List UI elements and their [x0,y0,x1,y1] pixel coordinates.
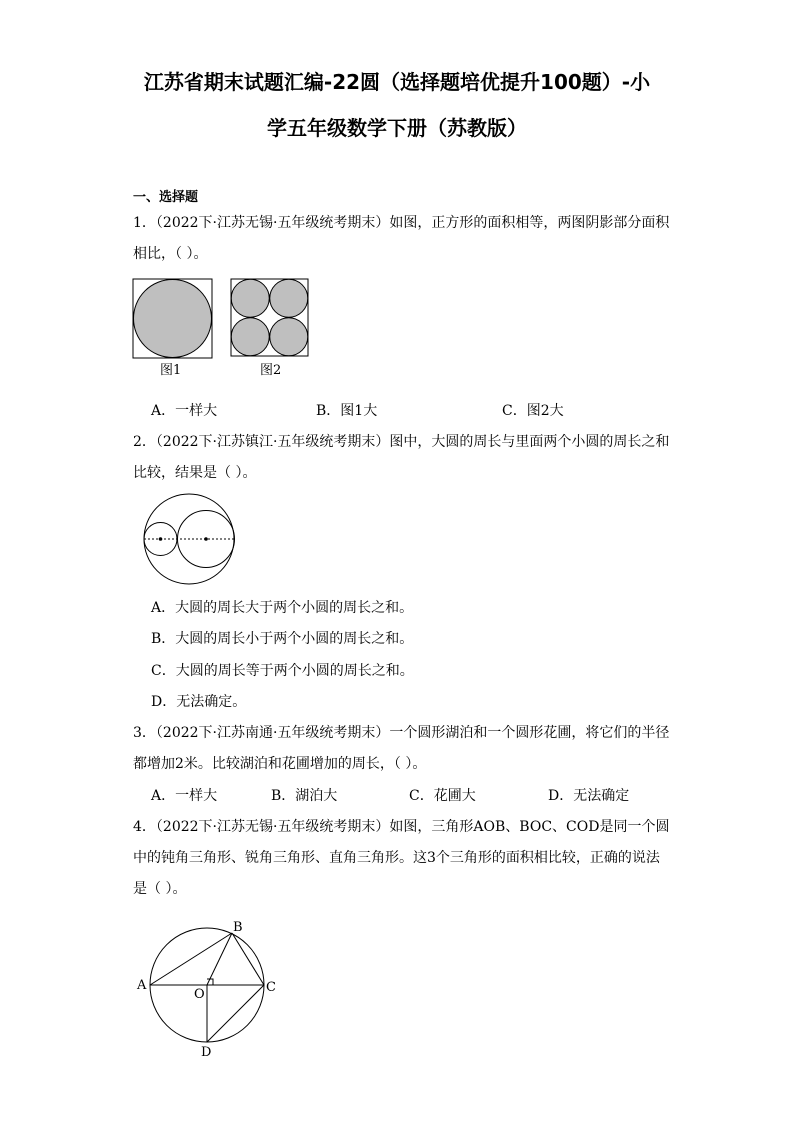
figure-2-circle-bl [231,318,269,356]
question-3-option-d: D．无法确定 [548,788,630,804]
label-d: D [201,1045,212,1060]
figure-2-circle-tl [231,279,269,317]
question-4-text-cont-2: 是（ ）。 [133,881,187,897]
center-right [204,537,208,541]
question-2-option-b: B．大圆的周长小于两个小圆的周长之和。 [151,631,414,647]
question-3-text: 3．（2022下·江苏南通·五年级统考期末）一个圆形湖泊和一个圆形花圃，将它们的半径 [133,725,670,741]
question-2-text-cont: 比较，结果是（ ）。 [133,465,257,481]
question-4-figure [132,916,282,1061]
question-3-option-a: A．一样大 [151,788,218,804]
question-2-option-a: A．大圆的周长大于两个小圆的周长之和。 [151,600,414,616]
question-1-figure [130,277,320,377]
question-4-text: 4．（2022下·江苏无锡·五年级统考期末）如图，三角形AOB、BOC、COD是同一个圆 [133,819,670,835]
center-left [159,537,163,541]
figure-1-caption: 图1 [160,363,182,378]
question-3-text-cont: 都增加2米。比较湖泊和花圃增加的周长，（ ）。 [133,756,427,772]
question-2-option-c: C．大圆的周长等于两个小圆的周长之和。 [151,663,414,679]
label-c: C [266,980,276,995]
question-1-text: 1．（2022下·江苏无锡·五年级统考期末）如图，正方形的面积相等，两图阴影部分面积 [133,215,670,231]
figure-2-circle-br [270,318,308,356]
question-2-option-d: D．无法确定。 [151,694,247,710]
figure-2-circle-tr [270,279,308,317]
figure-2-caption: 图2 [260,363,282,378]
segment-cd [207,985,264,1042]
question-3-option-b: B．湖泊大 [271,788,338,804]
document-title-line-2: 学五年级数学下册（苏教版） [267,116,527,140]
figure-1-circle [134,280,212,358]
label-o: O [194,987,205,1002]
segment-bc [232,933,264,985]
question-3-option-c: C．花圃大 [409,788,476,804]
question-2-text: 2．（2022下·江苏镇江·五年级统考期末）图中，大圆的周长与里面两个小圆的周长之和 [133,434,670,450]
label-a: A [137,978,147,993]
question-1-text-cont: 相比，（ ）。 [133,246,208,262]
label-b: B [233,920,243,935]
document-title-line-1: 江苏省期末试题汇编-22圆（选择题培优提升100题）-小 [143,70,651,94]
section-heading: 一、选择题 [133,190,199,205]
question-2-figure [140,492,240,588]
question-1-option-c: C．图2大 [502,403,564,419]
question-1-option-a: A．一样大 [151,403,218,419]
question-4-text-cont: 中的钝角三角形、锐角三角形、直角三角形。这3个三角形的面积相比较，正确的说法 [133,850,660,866]
question-1-option-b: B．图1大 [316,403,378,419]
